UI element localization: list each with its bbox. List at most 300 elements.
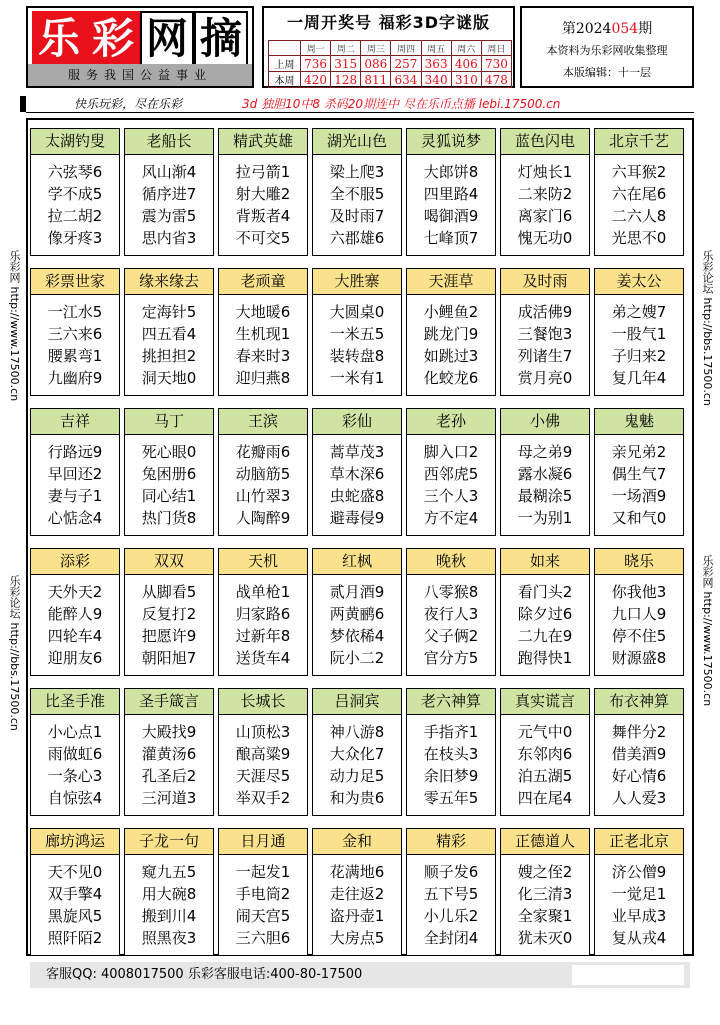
riddle-line: 归家路6 [235, 605, 291, 623]
riddle-line: 复从戎4 [611, 929, 667, 947]
riddle-line: 成活佛9 [517, 303, 573, 321]
riddle-line: 停不住5 [611, 627, 667, 645]
riddle-line: 大众化7 [329, 745, 385, 763]
riddle-card [500, 828, 590, 956]
riddle-card-title: 红枫 [313, 549, 401, 575]
issue-info [520, 6, 694, 88]
riddle-line: 愧无功0 [517, 229, 573, 247]
riddle-line: 露水凝6 [517, 465, 573, 483]
riddle-card-body [219, 295, 307, 389]
riddle-card [406, 828, 496, 956]
riddle-card [594, 548, 684, 676]
riddle-card-body [31, 435, 119, 529]
riddle-line: 避毒侵9 [329, 509, 385, 527]
riddle-card-body [595, 155, 683, 249]
riddle-card [124, 408, 214, 536]
riddle-card [594, 268, 684, 396]
riddle-card [500, 408, 590, 536]
issue-editor: 本版编辑：十一层 [563, 66, 651, 79]
riddle-card-title: 添彩 [31, 549, 119, 575]
riddle-card [218, 548, 308, 676]
draw-number: 086 [361, 56, 391, 72]
riddle-card-body [501, 295, 589, 389]
riddle-card-body [219, 435, 307, 529]
riddle-line: 人人爱3 [611, 789, 667, 807]
riddle-line: 黑旋风5 [47, 907, 103, 925]
riddle-card [406, 408, 496, 536]
riddle-line: 喝御酒9 [423, 207, 479, 225]
riddle-card-title: 彩仙 [313, 409, 401, 435]
riddle-card [124, 828, 214, 956]
riddle-line: 一米五5 [329, 325, 385, 343]
riddle-card-body [219, 715, 307, 809]
riddle-line: 亲兄弟2 [611, 443, 667, 461]
riddle-line: 两黄鹂6 [329, 605, 385, 623]
riddle-line: 酿高粱9 [235, 745, 291, 763]
riddle-card-body [31, 855, 119, 949]
draw-number: 257 [391, 56, 421, 72]
riddle-line: 母之弟9 [517, 443, 573, 461]
side-text-left-2[interactable]: 乐彩论坛 http://bbs.17500.cn [8, 575, 21, 731]
riddle-line: 射大雕2 [235, 185, 291, 203]
footer-bar [30, 962, 690, 988]
riddle-line: 同心结1 [141, 487, 197, 505]
riddle-card [30, 548, 120, 676]
riddle-line: 梁上爬3 [329, 163, 385, 181]
riddle-line: 迎归燕8 [235, 369, 291, 387]
riddle-line: 不可交5 [235, 229, 291, 247]
riddle-line: 天不见0 [47, 863, 103, 881]
riddle-card-title: 老孙 [407, 409, 495, 435]
riddle-line: 山竹翠3 [235, 487, 291, 505]
riddle-card-title: 长城长 [219, 689, 307, 715]
riddle-card [30, 688, 120, 816]
riddle-card-body [313, 435, 401, 529]
riddle-line: 八零猴8 [423, 583, 479, 601]
riddle-card [124, 688, 214, 816]
riddle-line: 妻与子1 [47, 487, 103, 505]
riddle-card-body [501, 155, 589, 249]
riddle-card-title: 蓝色闪电 [501, 129, 589, 155]
draw-number: 315 [331, 56, 361, 72]
riddle-line: 舞伴分2 [611, 723, 667, 741]
riddle-line: 动力足5 [329, 767, 385, 785]
riddle-line: 又和气0 [611, 509, 667, 527]
riddle-line: 零五年5 [423, 789, 479, 807]
riddle-line: 在枝头3 [423, 745, 479, 763]
logo-char-3: 网 [140, 11, 194, 67]
riddle-card-body [501, 715, 589, 809]
riddle-line: 泊五湖5 [517, 767, 573, 785]
marquee-promo[interactable]: 3d 独胆10中8 杀码20期连中 尽在乐币点播 lebi.17500.cn [242, 97, 561, 111]
riddle-card [30, 128, 120, 256]
riddle-line: 手指齐1 [423, 723, 479, 741]
riddle-line: 三餐饱3 [517, 325, 573, 343]
riddle-line: 天涯尽5 [235, 767, 291, 785]
riddle-line: 天外天2 [47, 583, 103, 601]
riddle-line: 官分方5 [423, 649, 479, 667]
riddle-card [500, 128, 590, 256]
riddle-line: 朝阳旭7 [141, 649, 197, 667]
riddle-card-title: 鬼魅 [595, 409, 683, 435]
riddle-line: 一条心3 [47, 767, 103, 785]
riddle-line: 反复打2 [141, 605, 197, 623]
row-label: 上周 [269, 56, 301, 72]
riddle-line: 热门货8 [141, 509, 197, 527]
riddle-card-title: 晚秋 [407, 549, 495, 575]
riddle-card-title: 晓乐 [595, 549, 683, 575]
riddle-line: 孔圣后2 [141, 767, 197, 785]
riddle-card [312, 408, 402, 536]
riddle-card-title: 彩票世家 [31, 269, 119, 295]
riddle-line: 春来时3 [235, 347, 291, 365]
riddle-card-body [313, 855, 401, 949]
riddle-card-body [313, 295, 401, 389]
lottery-title: 一周开奖号 福彩3D字谜版 [287, 13, 490, 32]
riddle-line: 夜行人3 [423, 605, 479, 623]
riddle-card [312, 688, 402, 816]
riddle-line: 小鲤鱼2 [423, 303, 479, 321]
riddle-card [500, 688, 590, 816]
draw-number: 340 [421, 72, 451, 88]
riddle-line: 照黑夜3 [141, 929, 197, 947]
riddle-line: 顺子发6 [423, 863, 479, 881]
riddle-line: 大房点5 [329, 929, 385, 947]
riddle-line: 从脚看5 [141, 583, 197, 601]
riddle-line: 六弦琴6 [47, 163, 103, 181]
riddle-line: 一场酒9 [611, 487, 667, 505]
riddle-line: 拉弓箭1 [235, 163, 291, 181]
side-text-left-1[interactable]: 乐彩网 http://www.17500.cn [8, 250, 21, 402]
riddle-line: 九口人9 [611, 605, 667, 623]
riddle-line: 七峰顶7 [423, 229, 479, 247]
riddle-card-body [125, 575, 213, 669]
draw-number: 310 [451, 72, 481, 88]
riddle-card-body [125, 715, 213, 809]
logo-char-2: 彩 [86, 11, 140, 67]
riddle-card-body [407, 855, 495, 949]
riddle-line: 行路远9 [47, 443, 103, 461]
riddle-line: 用大碗8 [141, 885, 197, 903]
riddle-card-title: 真实谎言 [501, 689, 589, 715]
riddle-card-body [31, 715, 119, 809]
issue-number: 第2024054期 [561, 21, 653, 37]
riddle-line: 四轮车4 [47, 627, 103, 645]
riddle-line: 风山渐4 [141, 163, 197, 181]
riddle-line: 脚入口2 [423, 443, 479, 461]
riddle-line: 大郎饼8 [423, 163, 479, 181]
riddle-line: 背叛者4 [235, 207, 291, 225]
riddle-line: 赏月亮0 [517, 369, 573, 387]
riddle-line: 犹未灭0 [517, 929, 573, 947]
riddle-card-body [31, 575, 119, 669]
riddle-card-title: 天涯草 [407, 269, 495, 295]
riddle-line: 最糊涂5 [517, 487, 573, 505]
riddle-line: 阮小二2 [329, 649, 385, 667]
riddle-line: 五下号5 [423, 885, 479, 903]
riddle-line: 余旧梦9 [423, 767, 479, 785]
logo-char-4: 摘 [194, 11, 248, 67]
riddle-line: 手电筒2 [235, 885, 291, 903]
riddle-line: 自惊弦4 [47, 789, 103, 807]
riddle-line: 思内省3 [141, 229, 197, 247]
riddle-line: 跑得快1 [517, 649, 573, 667]
riddle-line: 花瓣雨6 [235, 443, 291, 461]
riddle-card-title: 王滨 [219, 409, 307, 435]
riddle-line: 能醉人9 [47, 605, 103, 623]
riddle-card-body [595, 855, 683, 949]
riddle-line: 三六来6 [47, 325, 103, 343]
riddle-line: 一起发1 [235, 863, 291, 881]
riddle-card-title: 双双 [125, 549, 213, 575]
riddle-card [312, 828, 402, 956]
riddle-card-title: 吉祥 [31, 409, 119, 435]
riddle-card-title: 子龙一句 [125, 829, 213, 855]
riddle-card-body [501, 435, 589, 529]
riddle-line: 弟之嫂7 [611, 303, 667, 321]
lottery-days-row [269, 41, 512, 56]
riddle-line: 小心点1 [47, 723, 103, 741]
riddle-line: 花满地6 [329, 863, 385, 881]
riddle-card-body [595, 575, 683, 669]
riddle-line: 大殿找9 [141, 723, 197, 741]
riddle-line: 一为别1 [517, 509, 573, 527]
riddle-card-body [125, 155, 213, 249]
riddle-card-title: 精武英雄 [219, 129, 307, 155]
riddle-card-body [313, 575, 401, 669]
riddle-line: 照阡陌2 [47, 929, 103, 947]
riddle-line: 六郡雄6 [329, 229, 385, 247]
riddle-line: 九幽府9 [47, 369, 103, 387]
footer-blank-box [572, 965, 684, 985]
riddle-line: 四在尾4 [517, 789, 573, 807]
riddle-grid [30, 128, 690, 956]
riddle-line: 闹天宫5 [235, 907, 291, 925]
riddle-line: 挑担担2 [141, 347, 197, 365]
riddle-card [312, 548, 402, 676]
day-label: 周二 [331, 41, 361, 56]
riddle-card [30, 408, 120, 536]
riddle-line: 腰累弯1 [47, 347, 103, 365]
riddle-card-title: 老六神算 [407, 689, 495, 715]
riddle-line: 东邻肉6 [517, 745, 573, 763]
riddle-card-title: 正老北京 [595, 829, 683, 855]
day-label: 周三 [361, 41, 391, 56]
draw-number: 811 [361, 72, 391, 88]
riddle-line: 二九在9 [517, 627, 573, 645]
riddle-line: 人陶醉9 [235, 509, 291, 527]
riddle-line: 全家聚1 [517, 907, 573, 925]
logo-char-1: 乐 [32, 11, 86, 67]
riddle-card-title: 及时雨 [501, 269, 589, 295]
marquee-slogan: 快乐玩彩，尽在乐彩 [74, 97, 183, 111]
riddle-line: 定海针5 [141, 303, 197, 321]
riddle-line: 早回还2 [47, 465, 103, 483]
day-label: 周五 [421, 41, 451, 56]
riddle-card-title: 大胜寨 [313, 269, 401, 295]
riddle-card-title: 布衣神算 [595, 689, 683, 715]
riddle-card-body [501, 855, 589, 949]
riddle-card-body [313, 155, 401, 249]
riddle-line: 二来防2 [517, 185, 573, 203]
riddle-line: 偶生气7 [611, 465, 667, 483]
riddle-line: 大圆桌0 [329, 303, 385, 321]
riddle-line: 父子俩2 [423, 627, 479, 645]
riddle-line: 除夕过6 [517, 605, 573, 623]
riddle-line: 如跳过3 [423, 347, 479, 365]
draw-number: 363 [421, 56, 451, 72]
riddle-line: 洞天地0 [141, 369, 197, 387]
riddle-card [500, 548, 590, 676]
riddle-line: 复几年4 [611, 369, 667, 387]
riddle-card-body [219, 155, 307, 249]
logo [26, 6, 254, 88]
riddle-line: 心惦念4 [47, 509, 103, 527]
riddle-line: 一江水5 [47, 303, 103, 321]
riddle-line: 全不服5 [329, 185, 385, 203]
riddle-card-body [125, 295, 213, 389]
logo-title [32, 11, 248, 67]
day-label: 周四 [391, 41, 421, 56]
riddle-line: 财源盛8 [611, 649, 667, 667]
riddle-card-title: 老船长 [125, 129, 213, 155]
riddle-line: 盗丹壶1 [329, 907, 385, 925]
riddle-line: 离家门6 [517, 207, 573, 225]
riddle-line: 化蛟龙6 [423, 369, 479, 387]
riddle-line: 过新年8 [235, 627, 291, 645]
riddle-card [406, 128, 496, 256]
riddle-line: 震为雷5 [141, 207, 197, 225]
riddle-card [594, 688, 684, 816]
draw-number: 406 [451, 56, 481, 72]
riddle-line: 三六胆6 [235, 929, 291, 947]
draw-number: 478 [481, 72, 511, 88]
riddle-line: 虫蛇盛8 [329, 487, 385, 505]
day-label: 周一 [301, 41, 331, 56]
riddle-line: 窥九五5 [141, 863, 197, 881]
riddle-card-body [501, 575, 589, 669]
riddle-line: 双手擎4 [47, 885, 103, 903]
riddle-line: 走往返2 [329, 885, 385, 903]
riddle-card-title: 小佛 [501, 409, 589, 435]
riddle-line: 装转盘8 [329, 347, 385, 365]
riddle-line: 六耳猴2 [611, 163, 667, 181]
riddle-line: 三个人3 [423, 487, 479, 505]
riddle-line: 小儿乐2 [423, 907, 479, 925]
draw-number: 128 [331, 72, 361, 88]
slogan: 服务我国公益事业 [28, 64, 252, 86]
riddle-card [594, 128, 684, 256]
riddle-card-title: 廊坊鸿运 [31, 829, 119, 855]
riddle-card [406, 688, 496, 816]
riddle-card-title: 金和 [313, 829, 401, 855]
side-text-right-2[interactable]: 乐彩网 http://www.17500.cn [701, 555, 714, 707]
riddle-line: 二六人8 [611, 207, 667, 225]
riddle-card-title: 湖光山色 [313, 129, 401, 155]
riddle-card [406, 548, 496, 676]
riddle-line: 四五看4 [141, 325, 197, 343]
riddle-card-body [219, 855, 307, 949]
riddle-card [124, 128, 214, 256]
side-text-right-1[interactable]: 乐彩论坛 http://bbs.17500.cn [701, 250, 714, 406]
riddle-line: 把愿许9 [141, 627, 197, 645]
last-week-row [269, 56, 512, 72]
riddle-card-title: 如来 [501, 549, 589, 575]
riddle-line: 举双手2 [235, 789, 291, 807]
riddle-line: 一米有1 [329, 369, 385, 387]
riddle-card [30, 268, 120, 396]
riddle-line: 动脑筋5 [235, 465, 291, 483]
riddle-line: 战单枪1 [235, 583, 291, 601]
riddle-line: 全封闭4 [423, 929, 479, 947]
riddle-card [312, 128, 402, 256]
marquee-bar [26, 95, 694, 113]
riddle-line: 梦依稀4 [329, 627, 385, 645]
riddle-card-title: 北京千艺 [595, 129, 683, 155]
riddle-card [312, 268, 402, 396]
riddle-card [218, 408, 308, 536]
riddle-card-title: 灵狐说梦 [407, 129, 495, 155]
draw-number: 736 [301, 56, 331, 72]
riddle-line: 三河道3 [141, 789, 197, 807]
riddle-card-title: 圣手箴言 [125, 689, 213, 715]
riddle-card-title: 正德道人 [501, 829, 589, 855]
riddle-line: 元气中0 [517, 723, 573, 741]
draw-number: 730 [481, 56, 511, 72]
riddle-card-body [219, 575, 307, 669]
riddle-line: 拉二胡2 [47, 207, 103, 225]
riddle-card [594, 828, 684, 956]
issue-source: 本资料为乐彩网收集整理 [546, 44, 668, 57]
riddle-card [500, 268, 590, 396]
riddle-line: 列诸生7 [517, 347, 573, 365]
riddle-card-body [407, 435, 495, 529]
riddle-line: 西邻虎5 [423, 465, 479, 483]
riddle-card-body [595, 715, 683, 809]
riddle-line: 方不定4 [423, 509, 479, 527]
riddle-card-body [313, 715, 401, 809]
riddle-line: 一觉足1 [611, 885, 667, 903]
riddle-card [30, 828, 120, 956]
draw-number: 420 [301, 72, 331, 88]
draw-number: 634 [391, 72, 421, 88]
riddle-line: 大地暖6 [235, 303, 291, 321]
riddle-line: 送货车4 [235, 649, 291, 667]
riddle-card-title: 精彩 [407, 829, 495, 855]
riddle-card-title: 老顽童 [219, 269, 307, 295]
day-label: 周日 [481, 41, 511, 56]
riddle-card-body [407, 155, 495, 249]
riddle-line: 搬到川4 [141, 907, 197, 925]
riddle-card-body [125, 435, 213, 529]
riddle-card-body [407, 295, 495, 389]
riddle-line: 四里路4 [423, 185, 479, 203]
riddle-line: 像牙疼3 [47, 229, 103, 247]
riddle-line: 和为贵6 [329, 789, 385, 807]
riddle-card-body [125, 855, 213, 949]
lottery-results-panel [262, 6, 515, 88]
marquee-marker [20, 96, 26, 112]
riddle-card [594, 408, 684, 536]
row-label: 本周 [269, 72, 301, 88]
riddle-line: 化三清3 [517, 885, 573, 903]
riddle-card-title: 天机 [219, 549, 307, 575]
riddle-card [406, 268, 496, 396]
footer-contact: 客服QQ: 4008017500 乐彩客服电话:400-80-17500 [46, 967, 363, 982]
riddle-card-body [407, 575, 495, 669]
riddle-card-title: 日月通 [219, 829, 307, 855]
riddle-card-body [595, 435, 683, 529]
